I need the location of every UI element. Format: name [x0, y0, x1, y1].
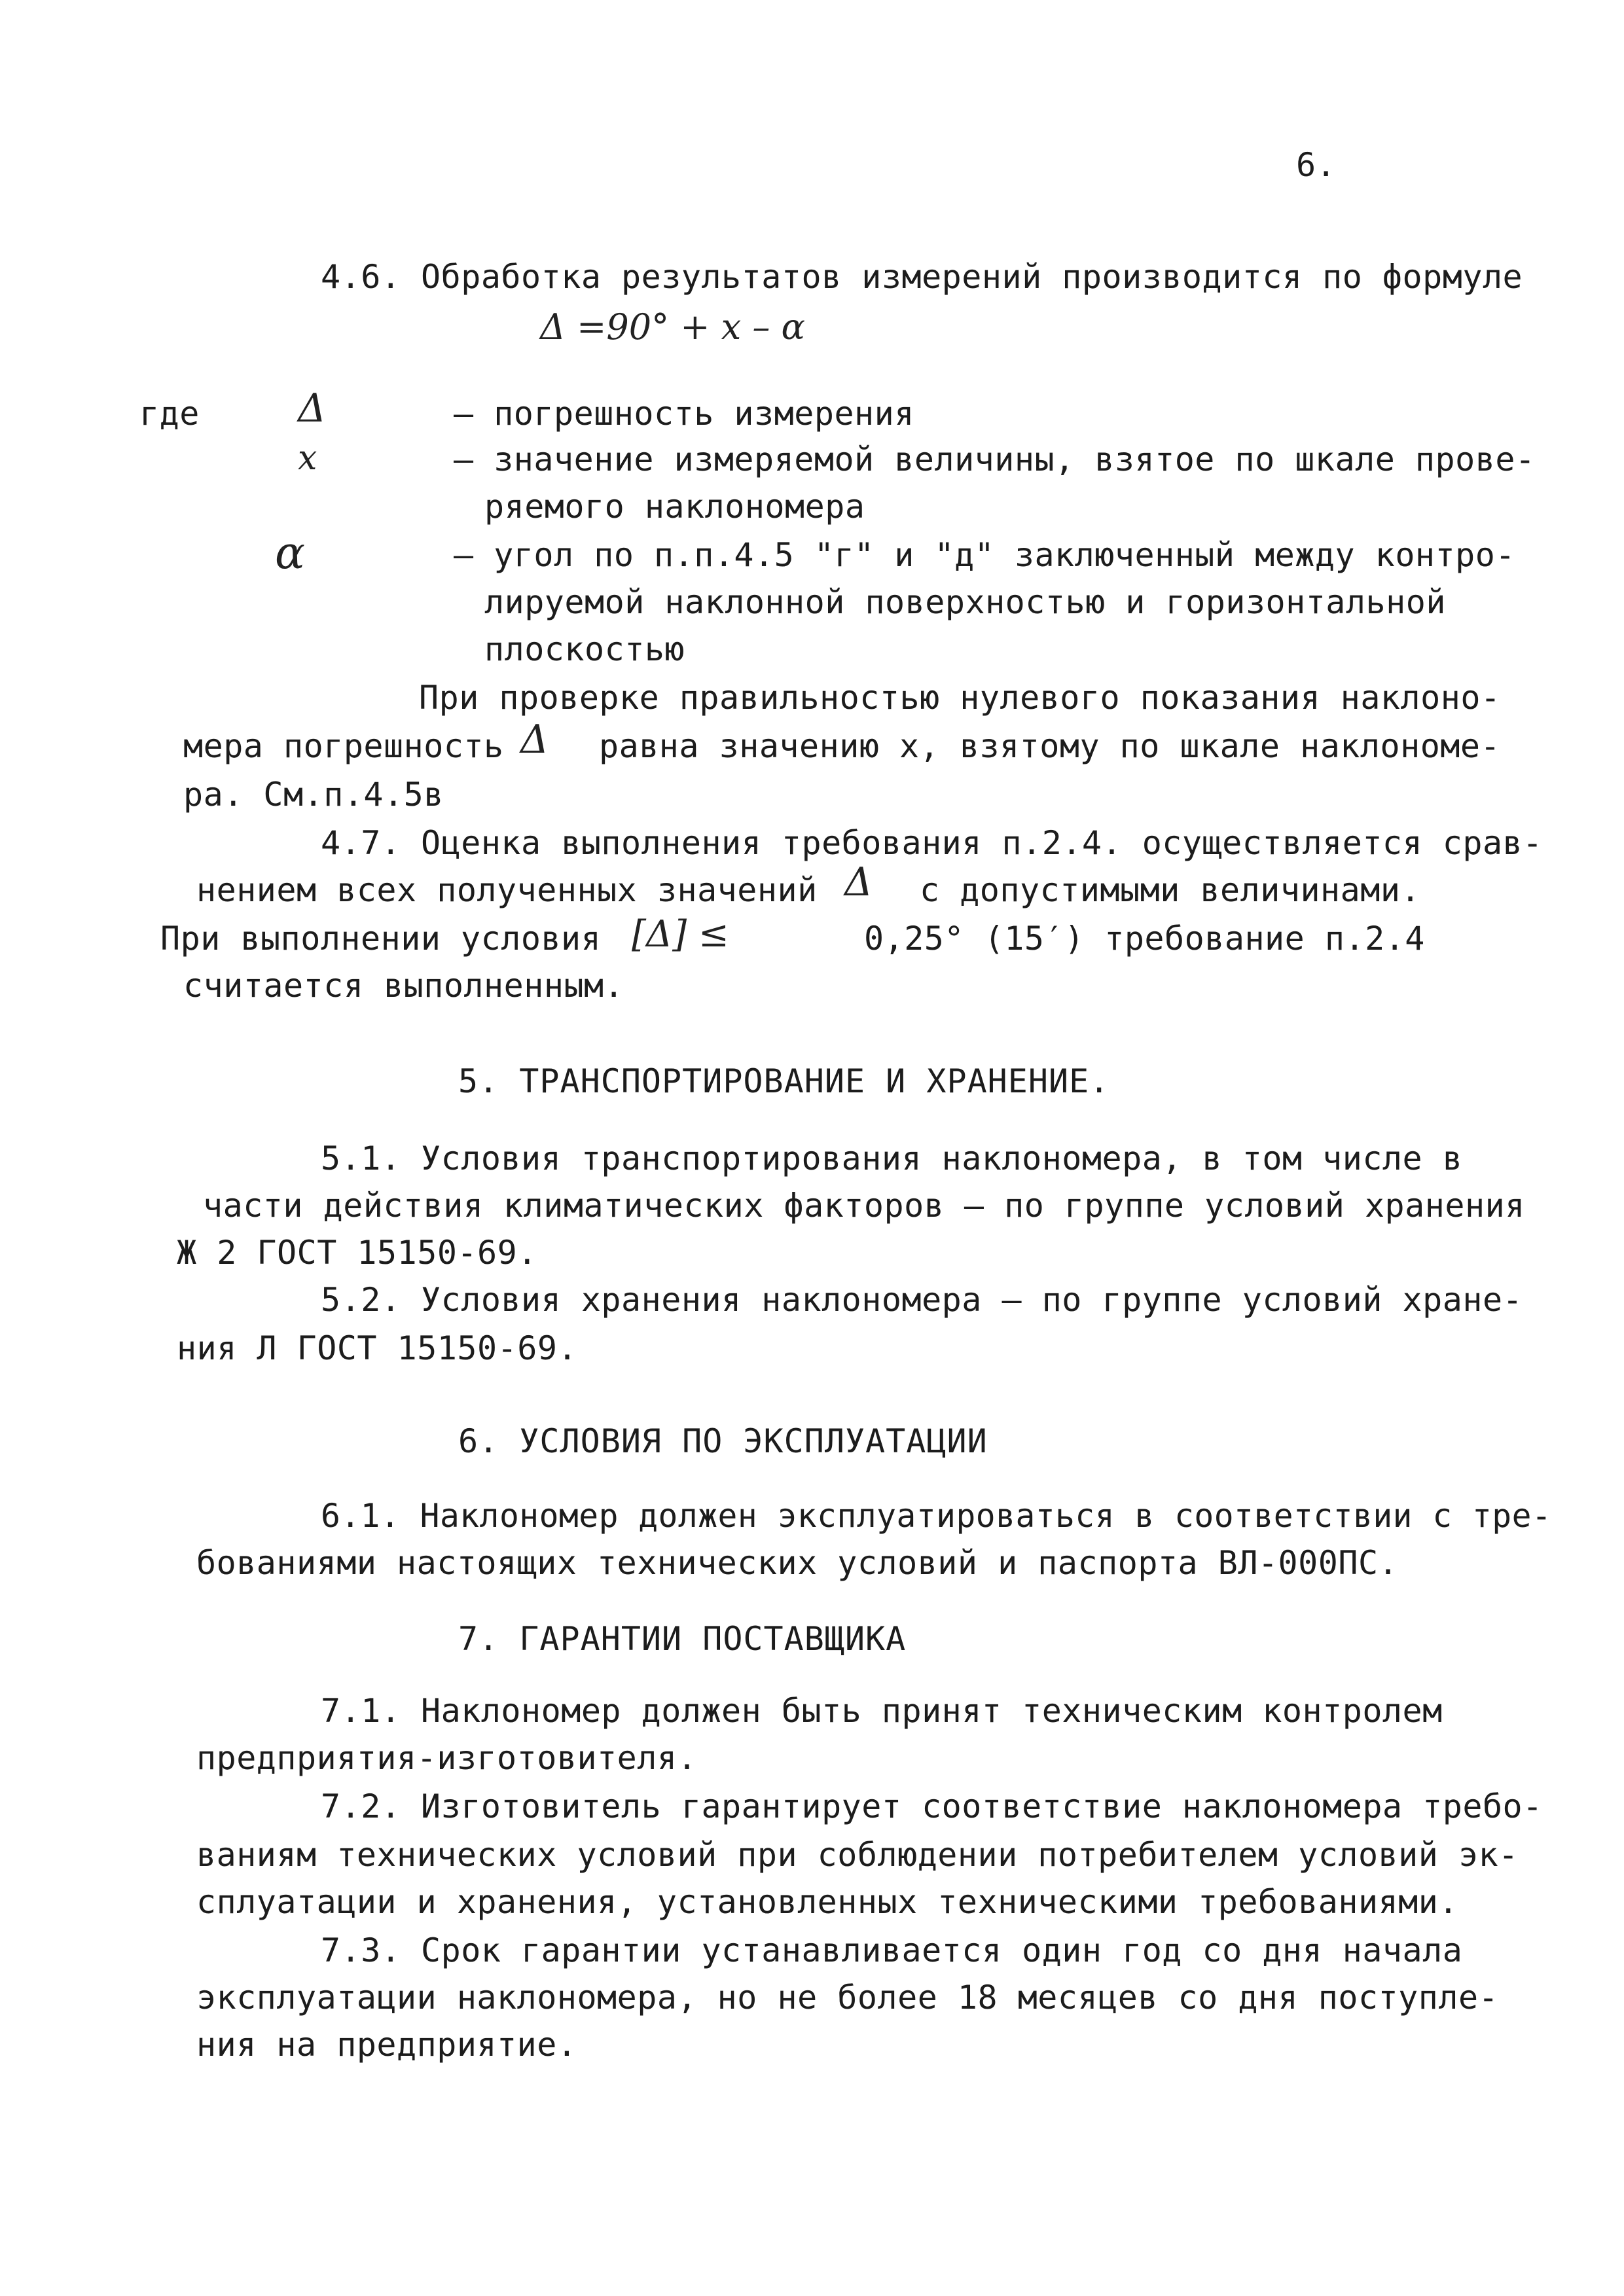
paragraph-7-2-line1: 7.2. Изготовитель гарантирует соответствие наклономера требо-: [321, 1787, 1543, 1825]
x-definition-line1: – значение измеряемой величины, взятое по шкале прове-: [454, 440, 1536, 478]
delta-symbol: Δ: [298, 386, 327, 431]
paragraph-5-2-line1: 5.2. Условия хранения наклономера – по группе условий хране-: [321, 1281, 1523, 1319]
alpha-definition-line3: плоскостью: [484, 630, 685, 668]
paragraph-6-1-line2: бованиями настоящих технических условий и паспорта ВЛ-000ПС.: [196, 1544, 1399, 1582]
paragraph-7-3-line2: эксплуатации наклономера, но не более 18 месяцев со дня поступле-: [196, 1979, 1499, 2017]
zero-check-line2a: мера погрешность: [183, 727, 504, 765]
paragraph-7-1-line2: предприятия-изготовителя.: [196, 1739, 698, 1777]
paragraph-7-2-line3: сплуатации и хранения, установленных техническими требованиями.: [196, 1883, 1458, 1921]
delta-definition: – погрешность измерения: [454, 395, 914, 433]
alpha-definition-line1: – угол по п.п.4.5 "г" и "д" заключенный между контро-: [454, 536, 1515, 574]
alpha-definition-line2: лируемой наклонной поверхностью и горизонтальной: [484, 583, 1446, 621]
paragraph-4-7-line3b: 0,25° (15′) требование п.2.4: [864, 920, 1425, 958]
section-6-heading: 6. УСЛОВИЯ ПО ЭКСПЛУАТАЦИИ: [458, 1422, 988, 1460]
paragraph-4-7-line2b: с допустимыми величинами.: [920, 871, 1421, 909]
paragraph-4-7-line2a: нением всех полученных значений: [196, 871, 818, 909]
formula: Δ =90° + x – α: [540, 306, 805, 348]
where-label: где: [139, 395, 200, 433]
paragraph-7-3-line3: ния на предприятие.: [196, 2026, 577, 2064]
paragraph-4-7-delta: Δ: [844, 859, 873, 905]
x-symbol: x: [298, 439, 317, 478]
paragraph-7-3-line1: 7.3. Срок гарантии устанавливается один год со дня начала: [321, 1931, 1463, 1969]
paragraph-7-1-line1: 7.1. Наклономер должен быть принят техническим контролем: [321, 1692, 1443, 1730]
condition: [Δ] ≤: [632, 913, 729, 956]
paragraph-6-1-line1: 6.1. Наклономер должен эксплуатироваться в соответствии с тре-: [321, 1497, 1552, 1535]
paragraph-5-1-line2: части действия климатических факторов – по группе условий хранения: [203, 1187, 1525, 1225]
paragraph-5-1-line1: 5.1. Условия транспортирования наклономера, в том числе в: [321, 1139, 1463, 1177]
paragraph-5-1-line3: Ж 2 ГОСТ 15150-69.: [177, 1234, 537, 1272]
paragraph-4-7-line1: 4.7. Оценка выполнения требования п.2.4. осуществляется срав-: [321, 824, 1543, 862]
paragraph-4-7-line4: считается выполненным.: [183, 967, 624, 1005]
zero-check-line3: ра. См.п.4.5в: [183, 776, 444, 814]
section-5-heading: 5. ТРАНСПОРТИРОВАНИЕ И ХРАНЕНИЕ.: [458, 1062, 1110, 1100]
paragraph-4-7-line3a: При выполнении условия: [160, 920, 602, 958]
alpha-symbol: α: [275, 528, 305, 579]
x-definition-line2: ряемого наклономера: [484, 488, 865, 526]
zero-check-line2b: равна значению х, взятому по шкале наклономе-: [599, 727, 1501, 765]
paragraph-4-6: 4.6. Обработка результатов измерений производится по формуле: [321, 258, 1523, 296]
zero-check-line1: При проверке правильностью нулевого показания наклоно-: [419, 679, 1501, 717]
zero-check-delta: Δ: [520, 717, 549, 762]
paragraph-7-2-line2: ваниям технических условий при соблюдении потребителем условий эк-: [196, 1836, 1519, 1874]
page-number: 6.: [1296, 146, 1337, 184]
paragraph-5-2-line2: ния Л ГОСТ 15150-69.: [177, 1329, 578, 1367]
section-7-heading: 7. ГАРАНТИИ ПОСТАВЩИКА: [458, 1620, 907, 1658]
